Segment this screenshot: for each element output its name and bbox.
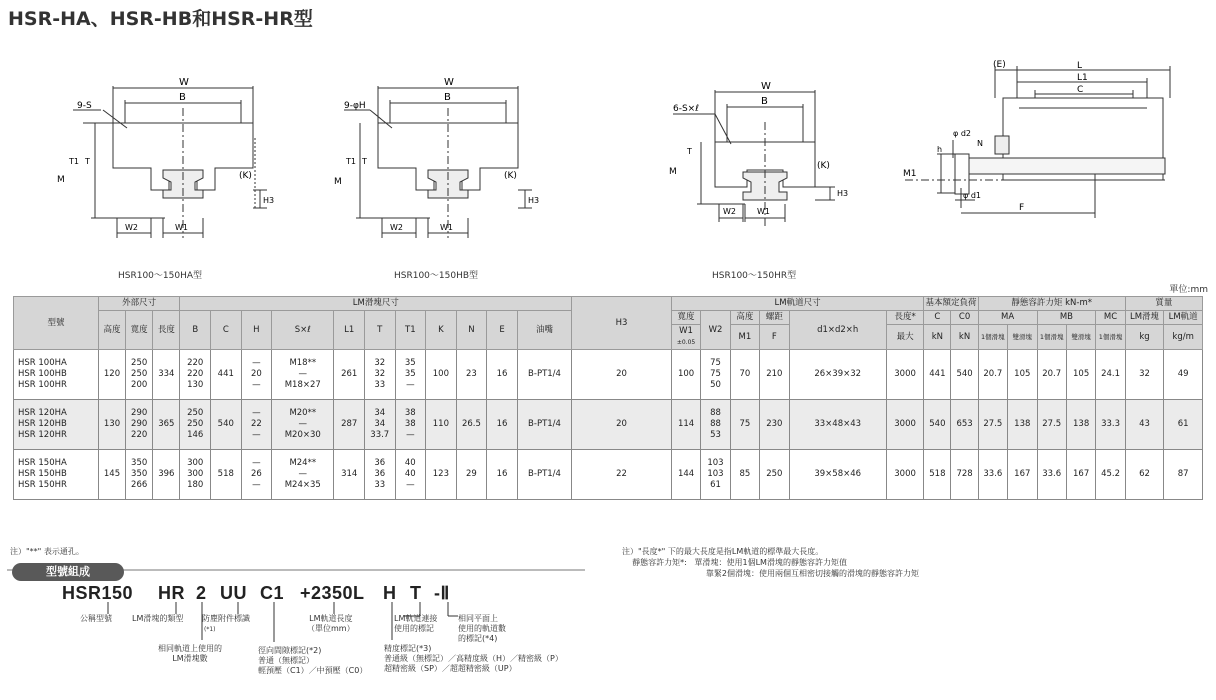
code-joint: H — [383, 583, 397, 603]
header-m1: M1 — [730, 325, 759, 350]
label-preload: 徑向間隙標記(*2) 普通（無標記） 輕預壓（C1）／中預壓（C0） — [258, 646, 368, 675]
header-mass: 質量 — [1125, 297, 1202, 311]
cell-ma2: 138 — [1008, 400, 1037, 450]
cell-grease: B-PT1/4 — [517, 350, 571, 400]
svg-text:(E): (E) — [993, 60, 1006, 70]
header-rail-max: 最大 — [886, 325, 923, 350]
cell-kgm: 49 — [1164, 350, 1203, 400]
cell-models: HSR 150HA HSR 150HB HSR 150HR — [14, 450, 99, 500]
cell-mc: 45.2 — [1096, 450, 1125, 500]
label-rails: 相同平面上 使用的軌道數 的標記(*4) — [458, 614, 506, 643]
svg-text:W: W — [444, 78, 454, 88]
cell-c: 540 — [924, 400, 951, 450]
code-seal: UU — [220, 583, 247, 603]
cell-l: 334 — [153, 350, 180, 400]
svg-text:H3: H3 — [837, 189, 849, 198]
cell-s: M18** — M18×27 — [272, 350, 334, 400]
svg-text:N: N — [977, 139, 983, 148]
cell-w1: 114 — [671, 400, 700, 450]
header-t: T — [364, 311, 395, 350]
cell-ma1: 33.6 — [978, 450, 1007, 500]
cell-m: 120 — [98, 350, 125, 400]
cell-c: 441 — [924, 350, 951, 400]
cell-m: 130 — [98, 400, 125, 450]
cell-s: M20** — M20×30 — [272, 400, 334, 450]
cell-kgm: 87 — [1164, 450, 1203, 500]
header-height: 高度 — [98, 311, 125, 350]
note-moment-single: 靜態容許力矩*: 單滑塊：使用1個LM滑塊的靜態容許力矩值 — [622, 558, 847, 567]
cell-l1: 314 — [334, 450, 365, 500]
header-mc-single: 1個滑塊 — [1096, 325, 1125, 350]
code-model: HSR150 — [62, 583, 134, 603]
svg-text:W1: W1 — [175, 223, 188, 232]
header-load: 基本額定負荷 — [924, 297, 978, 311]
header-pitch: 螺距 — [760, 311, 789, 325]
cell-w2: 103 103 61 — [701, 450, 730, 500]
table-row — [14, 400, 1203, 450]
header-rail-len: 長度* — [886, 311, 923, 325]
caption-hr: HSR100～150HR型 — [712, 271, 797, 281]
cell-ma2: 105 — [1008, 350, 1037, 400]
cell-t: 36 36 33 — [364, 450, 395, 500]
svg-text:W2: W2 — [125, 223, 138, 232]
svg-text:C: C — [1077, 85, 1084, 95]
cell-w: 350 350 266 — [126, 450, 153, 500]
header-block: LM滑塊尺寸 — [180, 297, 572, 311]
cell-ma1: 20.7 — [978, 350, 1007, 400]
header-t1: T1 — [395, 311, 426, 350]
svg-text:T: T — [687, 147, 692, 156]
caption-hb: HSR100～150HB型 — [394, 271, 479, 281]
header-mass-block: LM滑塊 — [1125, 311, 1163, 325]
header-kgm: kg/m — [1164, 325, 1203, 350]
cell-e: 16 — [487, 400, 518, 450]
svg-text:H3: H3 — [263, 196, 275, 205]
cell-f: 230 — [760, 400, 789, 450]
cell-kg: 62 — [1125, 450, 1163, 500]
cell-b: 220 220 130 — [180, 350, 211, 400]
cell-h: — 22 — — [241, 400, 272, 450]
cell-kg: 43 — [1125, 400, 1163, 450]
svg-text:T: T — [362, 157, 367, 166]
hr-cross-section-drawing — [665, 82, 865, 232]
code-blocks: 2 — [196, 583, 207, 603]
header-kn-1: kN — [924, 325, 951, 350]
cell-l1: 261 — [334, 350, 365, 400]
header-rail-height: 高度 — [730, 311, 759, 325]
cell-d: 26×39×32 — [789, 350, 886, 400]
header-h: H — [241, 311, 272, 350]
cell-mb1: 27.5 — [1037, 400, 1066, 450]
cell-s: M24** — M24×35 — [272, 450, 334, 500]
ha-cross-section-drawing — [55, 78, 285, 248]
svg-text:9-S: 9-S — [77, 101, 92, 111]
cell-w: 250 250 200 — [126, 350, 153, 400]
svg-text:H3: H3 — [528, 196, 540, 205]
code-rails: -Ⅱ — [434, 583, 450, 603]
part-code-badge: 型號組成 — [12, 563, 124, 581]
note-length: 注）"長度*" 下的最大長度是指LM軌道的標準最大長度。 — [622, 547, 824, 556]
cell-t1: 40 40 — — [395, 450, 426, 500]
svg-text:6-S×ℓ: 6-S×ℓ — [673, 104, 699, 114]
svg-text:φ d2: φ d2 — [953, 129, 971, 138]
header-kg: kg — [1125, 325, 1163, 350]
label-type: LM滑塊的類型 — [132, 614, 184, 623]
cell-mc: 33.3 — [1096, 400, 1125, 450]
svg-text:L1: L1 — [1077, 73, 1088, 83]
cell-h3: 20 — [572, 400, 672, 450]
header-mass-rail: LM軌道 — [1164, 311, 1203, 325]
cell-mb1: 33.6 — [1037, 450, 1066, 500]
cell-kg: 32 — [1125, 350, 1163, 400]
header-b: B — [180, 311, 211, 350]
label-joint: LM軌道連接 使用的標記 — [394, 614, 438, 633]
cell-t1: 35 35 — — [395, 350, 426, 400]
cell-m1: 85 — [730, 450, 759, 500]
cell-c0: 728 — [951, 450, 978, 500]
cell-t1: 38 38 — — [395, 400, 426, 450]
svg-text:B: B — [179, 92, 186, 103]
cell-l: 365 — [153, 400, 180, 450]
svg-text:T: T — [85, 157, 90, 166]
cell-h3: 22 — [572, 450, 672, 500]
header-l1: L1 — [334, 311, 365, 350]
code-accuracy: T — [410, 583, 422, 603]
cell-models: HSR 120HA HSR 120HB HSR 120HR — [14, 400, 99, 450]
header-e: E — [487, 311, 518, 350]
svg-text:W: W — [761, 82, 771, 92]
label-rail-length: LM軌道長度 （單位mm） — [307, 614, 355, 633]
cell-k: 123 — [426, 450, 457, 500]
svg-text:W2: W2 — [723, 207, 736, 216]
header-w2: W2 — [701, 311, 730, 350]
cell-w2: 75 75 50 — [701, 350, 730, 400]
svg-text:(K): (K) — [504, 171, 517, 181]
code-preload: C1 — [260, 583, 285, 603]
header-grease: 油嘴 — [517, 311, 571, 350]
table-header-groups — [14, 297, 1203, 311]
header-ma-double: 雙滑塊 — [1008, 325, 1037, 350]
cell-len: 3000 — [886, 350, 923, 400]
cell-c0: 540 — [951, 350, 978, 400]
cell-mb2: 167 — [1066, 450, 1095, 500]
code-type: HR — [158, 583, 185, 603]
svg-text:W: W — [179, 78, 189, 88]
label-blocks: 相同軌道上使用的 LM滑塊數 — [158, 644, 222, 663]
cell-ma1: 27.5 — [978, 400, 1007, 450]
header-load-c: C — [924, 311, 951, 325]
cell-mb2: 138 — [1066, 400, 1095, 450]
cell-n: 23 — [456, 350, 487, 400]
header-rail: LM軌道尺寸 — [671, 297, 923, 311]
svg-text:M: M — [334, 177, 342, 187]
header-load-c0: C0 — [951, 311, 978, 325]
cell-h3: 20 — [572, 350, 672, 400]
cell-l: 396 — [153, 450, 180, 500]
svg-text:B: B — [444, 92, 451, 103]
cell-e: 16 — [487, 350, 518, 400]
svg-text:W1: W1 — [757, 207, 770, 216]
header-d: d1×d2×h — [789, 311, 886, 350]
cell-l1: 287 — [334, 400, 365, 450]
cell-w1: 144 — [671, 450, 700, 500]
cell-len: 3000 — [886, 450, 923, 500]
cell-m1: 70 — [730, 350, 759, 400]
cell-c: 518 — [924, 450, 951, 500]
header-h3: H3 — [572, 297, 672, 350]
header-c: C — [211, 311, 242, 350]
header-mb: MB — [1037, 311, 1096, 325]
cell-h: — 26 — — [241, 450, 272, 500]
cell-b: 300 300 180 — [180, 450, 211, 500]
note-through-hole: 注）"**" 表示通孔。 — [10, 547, 84, 556]
svg-text:T1: T1 — [69, 157, 79, 166]
cell-h: — 20 — — [241, 350, 272, 400]
header-length: 長度 — [153, 311, 180, 350]
header-f: F — [760, 325, 789, 350]
header-outer: 外部尺寸 — [98, 297, 180, 311]
header-mb-double: 雙滑塊 — [1066, 325, 1095, 350]
cell-n: 26.5 — [456, 400, 487, 450]
svg-text:h: h — [937, 145, 943, 154]
cell-grease: B-PT1/4 — [517, 450, 571, 500]
header-width: 寬度 — [126, 311, 153, 350]
label-seal-note: (*1) — [204, 626, 216, 633]
cell-d: 39×58×46 — [789, 450, 886, 500]
cell-w2: 88 88 53 — [701, 400, 730, 450]
cell-m1: 75 — [730, 400, 759, 450]
specification-table — [13, 296, 1203, 500]
cell-mc: 24.1 — [1096, 350, 1125, 400]
label-seal: 防塵附件標識 — [202, 614, 250, 623]
cell-m: 145 — [98, 450, 125, 500]
cell-w1: 100 — [671, 350, 700, 400]
note-moment-double: 靠緊2個滑塊：使用兩個互相密切接觸的滑塊的靜態容許力矩 — [622, 569, 920, 578]
svg-text:M: M — [669, 167, 677, 177]
cell-w: 290 290 220 — [126, 400, 153, 450]
cell-n: 29 — [456, 450, 487, 500]
svg-text:M: M — [57, 175, 65, 185]
cell-k: 100 — [426, 350, 457, 400]
cell-f: 250 — [760, 450, 789, 500]
svg-text:(K): (K) — [239, 171, 252, 181]
svg-text:F: F — [1019, 203, 1025, 213]
header-model: 型號 — [14, 297, 99, 350]
cell-grease: B-PT1/4 — [517, 400, 571, 450]
cell-k: 110 — [426, 400, 457, 450]
side-view-drawing — [895, 58, 1185, 228]
header-n: N — [456, 311, 487, 350]
svg-text:W1: W1 — [440, 223, 453, 232]
page-title: HSR-HA、HSR-HB和HSR-HR型 — [8, 8, 313, 30]
cell-c: 441 — [211, 350, 242, 400]
svg-text:M1: M1 — [903, 169, 917, 179]
header-mc: MC — [1096, 311, 1125, 325]
cell-mb1: 20.7 — [1037, 350, 1066, 400]
cell-c0: 653 — [951, 400, 978, 450]
hb-cross-section-drawing — [330, 78, 560, 248]
svg-text:(K): (K) — [817, 161, 830, 171]
svg-text:L: L — [1077, 61, 1083, 71]
table-row — [14, 350, 1203, 400]
cell-e: 16 — [487, 450, 518, 500]
header-mb-single: 1個滑塊 — [1037, 325, 1066, 350]
cell-ma2: 167 — [1008, 450, 1037, 500]
header-ma: MA — [978, 311, 1037, 325]
cell-len: 3000 — [886, 400, 923, 450]
cell-models: HSR 100HA HSR 100HB HSR 100HR — [14, 350, 99, 400]
caption-ha: HSR100～150HA型 — [118, 271, 203, 281]
svg-text:B: B — [761, 96, 768, 107]
svg-text:9-φH: 9-φH — [344, 101, 366, 111]
header-rail-width: 寬度 — [671, 311, 700, 325]
header-kn-2: kN — [951, 325, 978, 350]
cell-c: 540 — [211, 400, 242, 450]
cell-b: 250 250 146 — [180, 400, 211, 450]
header-moment: 靜態容許力矩 kN-m* — [978, 297, 1125, 311]
svg-text:T1: T1 — [346, 157, 356, 166]
header-s: S×ℓ — [272, 311, 334, 350]
cell-d: 33×48×43 — [789, 400, 886, 450]
svg-text:φ d1: φ d1 — [963, 191, 981, 200]
cell-t: 32 32 33 — [364, 350, 395, 400]
code-rail-length: +2350L — [300, 583, 365, 603]
header-k: K — [426, 311, 457, 350]
table-row — [14, 450, 1203, 500]
label-accuracy: 精度標記(*3) 普通級（無標記）／高精度級（H）／精密級（P） 超精密級（SP）／超超精密級（UP） — [384, 644, 563, 673]
unit-label: 單位:mm — [1169, 285, 1208, 295]
label-model: 公稱型號 — [80, 614, 112, 623]
svg-text:W2: W2 — [390, 223, 403, 232]
cell-mb2: 105 — [1066, 350, 1095, 400]
header-w1: W1 ±0.05 — [671, 325, 700, 350]
cell-t: 34 34 33.7 — [364, 400, 395, 450]
cell-f: 210 — [760, 350, 789, 400]
cell-c: 518 — [211, 450, 242, 500]
header-ma-single: 1個滑塊 — [978, 325, 1007, 350]
cell-kgm: 61 — [1164, 400, 1203, 450]
